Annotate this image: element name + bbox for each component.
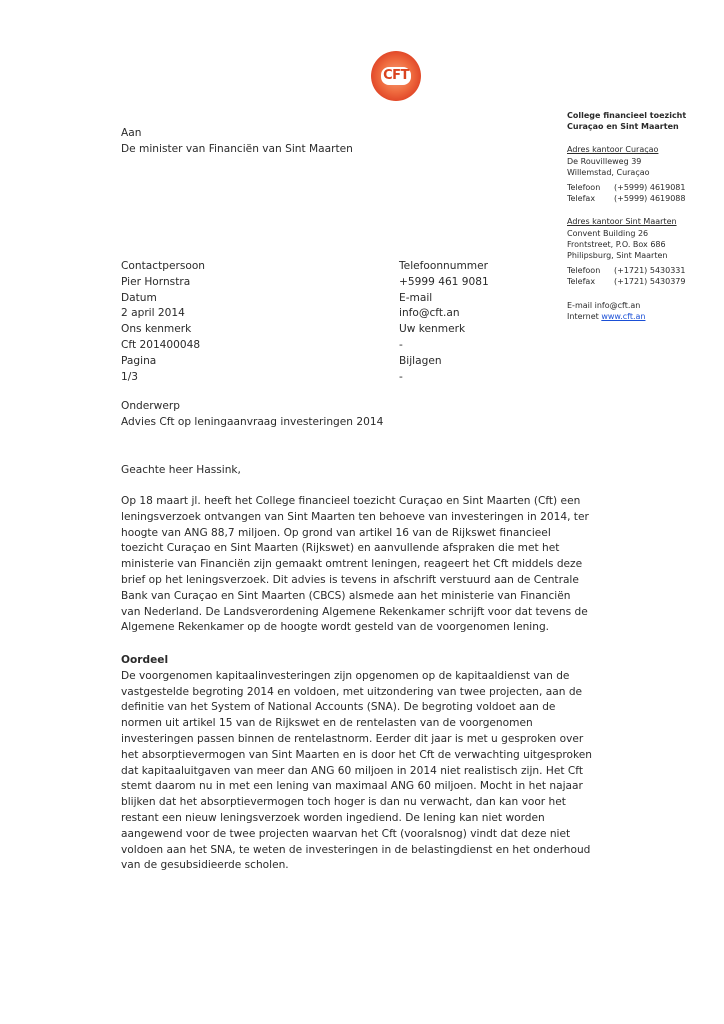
email-label: E-mail [399, 291, 433, 304]
sender-contact [567, 300, 722, 322]
attachments-label: Bijlagen [399, 354, 442, 367]
curacao-fax: (+5999) 4619088 [614, 194, 686, 204]
curacao-office [567, 144, 722, 204]
paragraph-line: van Nederland. De Landsverordening Algemene Rekenkamer schrijft voor dat tevens de [121, 605, 588, 618]
meta-row [121, 370, 541, 386]
paragraph-line: brief op het leningsverzoek. Dit advies is tevens in afschrift verstuurd aan de Centrale [121, 573, 579, 586]
sender-info [567, 110, 722, 322]
sender-email[interactable]: info@cft.an [594, 300, 641, 310]
paragraph-line: het absorptievermogen van Sint Maarten en is door het Cft de verwachting uitgesproken [121, 748, 593, 761]
sint-maarten-office-heading: Adres kantoor Sint Maarten [567, 217, 677, 227]
curacao-street: De Rouvilleweg 39 [567, 156, 642, 166]
curacao-fax-label: Telefax [567, 194, 596, 204]
recipient-block [121, 126, 353, 158]
your-ref-label: Uw kenmerk [399, 323, 466, 336]
meta-row [121, 306, 541, 322]
paragraph-line: stemt daarom nu in met een lening van maximaal ANG 60 miljoen. Mocht in het najaar [121, 780, 583, 793]
date-label: Datum [121, 291, 157, 304]
meta-row [121, 291, 541, 307]
sint-maarten-phone-row [567, 265, 722, 276]
sender-org-line1: College financieel toezicht [567, 111, 687, 120]
logo-text: CFT [381, 67, 411, 85]
paragraph-line: toezicht Curaçao en Sint Maarten (Rijkswet) en aanvullende afspraken die met het [121, 542, 560, 555]
intro-paragraph [121, 494, 641, 636]
paragraph-line: ministerie van Financiën zijn gemaakt omtrent leningen, reageert het Cft middels deze [121, 558, 583, 571]
section-heading: Oordeel [121, 654, 169, 666]
paragraph-line: normen uit artikel 15 van de Rijkswet en de rentelasten van de voorgenomen [121, 717, 533, 730]
meta-row [121, 275, 541, 291]
paragraph-line: dat kapitaaluitgaven van meer dan ANG 60 miljoen in 2014 niet realistisch zijn. Het Cft [121, 764, 583, 777]
meta-row [121, 354, 541, 370]
meta-row [121, 322, 541, 338]
sint-maarten-building: Convent Building 26 [567, 228, 649, 238]
paragraph-line: leningsverzoek ontvangen van Sint Maarten ten behoeve van investeringen in 2014, ter [121, 510, 589, 523]
paragraph-line: blijken dat het absorptievermogen toch hoger is dan nu verwacht, dan kan voor het [121, 796, 566, 809]
date-value: 2 april 2014 [121, 307, 185, 320]
letter-meta [121, 259, 541, 385]
phone-value: +5999 461 9081 [399, 275, 489, 288]
sint-maarten-fax-row [567, 276, 722, 287]
email-value: info@cft.an [399, 307, 460, 320]
subject-text: Advies Cft op leningaanvraag investeringen 2014 [121, 415, 384, 428]
attachments-value: - [399, 370, 403, 383]
curacao-city: Willemstad, Curaçao [567, 167, 650, 177]
sender-email-label: E-mail [567, 300, 593, 310]
contact-label: Contactpersoon [121, 260, 206, 272]
paragraph-line: Op 18 maart jl. heeft het College financieel toezicht Curaçao en Sint Maarten (Cft) een [121, 495, 581, 507]
contact-value: Pier Hornstra [121, 275, 191, 288]
sender-internet-label: Internet [567, 311, 599, 321]
sint-maarten-city: Philipsburg, Sint Maarten [567, 251, 668, 261]
cft-logo [371, 51, 421, 101]
paragraph-line: aangewend voor de twee projecten waarvan het Cft (vooralsnog) vindt dat deze niet [121, 827, 571, 840]
sint-maarten-phone: (+1721) 5430331 [614, 266, 686, 276]
sint-maarten-fax-label: Telefax [567, 277, 596, 287]
paragraph-line: Bank van Curaçao en Sint Maarten (CBCS) alsmede aan het ministerie van Financiën [121, 589, 571, 602]
paragraph-line: van de gesubsidieerde scholen. [121, 859, 289, 872]
paragraph-line: restant een nieuw leningsverzoek worden ingediend. De lening kan niet worden [121, 811, 545, 824]
sint-maarten-phone-label: Telefoon [567, 266, 601, 276]
sint-maarten-street: Frontstreet, P.O. Box 686 [567, 239, 666, 249]
curacao-phone-label: Telefoon [567, 183, 601, 193]
sender-org-line2: Curaçao en Sint Maarten [567, 122, 679, 132]
paragraph-line: vastgestelde begroting 2014 en voldoen, met uitzondering van twee projecten, aan de [121, 685, 583, 698]
our-ref-value: Cft 201400048 [121, 338, 201, 351]
subject-label: Onderwerp [121, 400, 180, 412]
subject-block [121, 399, 383, 431]
your-ref-value: - [399, 338, 403, 351]
curacao-fax-row [567, 193, 722, 204]
recipient-name: De minister van Financiën van Sint Maarten [121, 142, 353, 155]
paragraph-line: investeringen passen binnen de rentelastnorm. Eerder dit jaar is met u gesproken over [121, 732, 584, 745]
paragraph-line: hoogte van ANG 88,7 miljoen. Op grond van artikel 16 van de Rijkswet financieel [121, 526, 551, 539]
page-value: 1/3 [121, 370, 139, 383]
paragraph-line: definitie van het System of National Accounts (SNA). De begroting voldoet aan de [121, 701, 556, 714]
paragraph-line: voldoen aan het SNA, te weten de investeringen in de belastingdienst en het onderhoud [121, 843, 591, 856]
sender-website-link[interactable]: www.cft.an [601, 311, 646, 321]
paragraph-line: De voorgenomen kapitaalinvesteringen zijn opgenomen op de kapitaaldienst van de [121, 669, 570, 682]
meta-row [121, 338, 541, 354]
sender-internet-row [567, 311, 722, 322]
sint-maarten-office [567, 216, 722, 287]
sender-email-row [567, 300, 722, 311]
curacao-office-heading: Adres kantoor Curaçao [567, 145, 659, 155]
curacao-phone-row [567, 182, 722, 193]
phone-label: Telefoonnummer [399, 260, 488, 272]
page-label: Pagina [121, 354, 157, 367]
salutation: Geachte heer Hassink, [121, 464, 241, 476]
paragraph-line: Algemene Rekenkamer op de hoogte wordt gesteld van de voorgenomen lening. [121, 621, 550, 634]
curacao-phone: (+5999) 4619081 [614, 183, 686, 193]
recipient-label: Aan [121, 127, 142, 139]
our-ref-label: Ons kenmerk [121, 323, 192, 336]
oordeel-section [121, 653, 641, 874]
sint-maarten-fax: (+1721) 5430379 [614, 277, 686, 287]
meta-row [121, 259, 541, 275]
